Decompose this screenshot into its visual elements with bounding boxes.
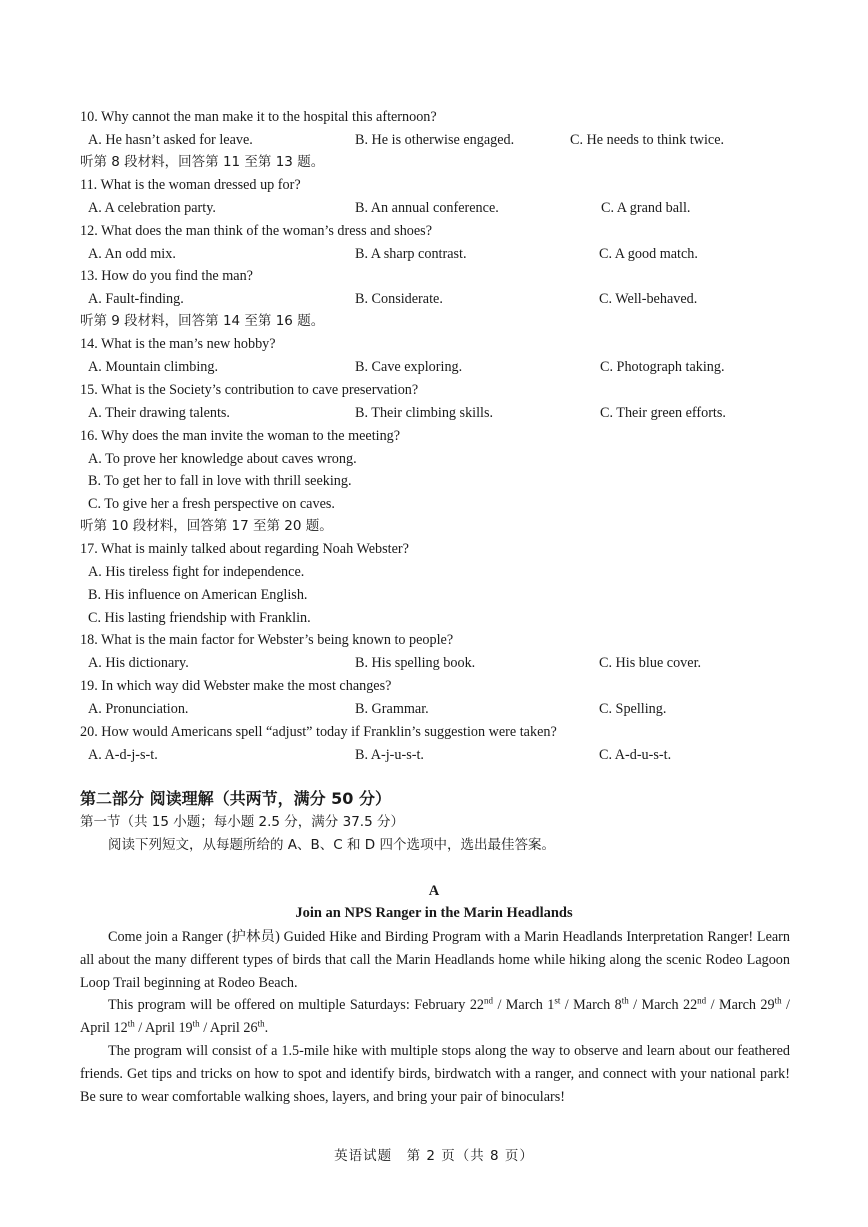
date-item: / April 26th [199, 1018, 265, 1036]
passage-letter: A [428, 883, 440, 899]
option-a: A. An odd mix. [88, 246, 176, 262]
date-item: / March 8th [560, 995, 629, 1013]
question-stem: 19. In which way did Webster make the most changes? [80, 678, 392, 694]
ordinal-suffix: th [257, 1018, 265, 1029]
question-stem: 14. What is the man’s new hobby? [80, 336, 276, 352]
question-stem: 10. Why cannot the man make it to the hospital this afternoon? [80, 109, 437, 125]
ordinal-suffix: th [127, 1018, 135, 1029]
listening-instruction: 听第 8 段材料，回答第 11 至第 13 题。 [80, 154, 325, 170]
date-item: / April 19th [134, 1018, 200, 1036]
question-stem: 16. Why does the man invite the woman to the meeting? [80, 428, 401, 444]
date-item: / March 22nd [628, 995, 707, 1013]
option-a: A. His tireless fight for independence. [88, 564, 305, 580]
option-b: B. An annual conference. [355, 200, 499, 216]
question-stem: 11. What is the woman dressed up for? [80, 177, 301, 193]
option-b: B. Considerate. [355, 291, 443, 307]
option-c: C. He needs to think twice. [570, 132, 725, 148]
ordinal-suffix: st [554, 995, 561, 1006]
question-17 [80, 539, 808, 559]
option-b: B. He is otherwise engaged. [355, 132, 515, 148]
option-b: B. A sharp contrast. [355, 246, 467, 262]
question-stem: 20. How would Americans spell “adjust” today if Franklin’s suggestion were taken? [80, 724, 557, 740]
passage-paragraph-1: Come join a Ranger (护林员) Guided Hike and Birding Program with a Marin Headlands Interpretation Ranger! Learn all about the many different types of birds that call the Marin Headlands home while hiking along the scenic Rodeo Lagoon Loop Trail beginning at Rodeo Beach. [80, 929, 790, 991]
question-13 [80, 266, 808, 286]
option-a: A. A celebration party. [88, 200, 216, 216]
question-19 [80, 676, 808, 696]
option-b: B. His spelling book. [355, 655, 476, 671]
option-a: A. Pronunciation. [88, 701, 189, 717]
question-stem: 18. What is the main factor for Webster’s being known to people? [80, 632, 454, 648]
option-b: B. A-j-u-s-t. [355, 747, 424, 763]
option-b: B. Cave exploring. [355, 359, 463, 375]
ordinal-suffix: th [621, 995, 629, 1006]
option-c: C. Photograph taking. [600, 359, 725, 375]
listening-instruction: 听第 9 段材料，回答第 14 至第 16 题。 [80, 313, 325, 329]
option-a: A. A-d-j-s-t. [88, 747, 158, 763]
listening-instruction: 听第 10 段材料，回答第 17 至第 20 题。 [80, 518, 333, 534]
option-b: B. Grammar. [355, 701, 429, 717]
question-stem: 12. What does the man think of the woman’s dress and shoes? [80, 223, 432, 239]
question-20 [80, 722, 808, 742]
ordinal-suffix: nd [484, 995, 494, 1006]
question-stem: 13. How do you find the man? [80, 268, 253, 284]
question-10 [80, 107, 808, 127]
passage-title: Join an NPS Ranger in the Marin Headlands [295, 905, 573, 921]
option-a: A. His dictionary. [88, 655, 189, 671]
paragraph-2-end: . [264, 1020, 269, 1036]
option-b: B. Their climbing skills. [355, 405, 494, 421]
passage-paragraph-2 [80, 994, 790, 1040]
question-14 [80, 334, 808, 354]
date-item: / March 29th [706, 995, 782, 1013]
part-title: 第二部分 阅读理解（共两节，满分 50 分） [80, 789, 391, 808]
option-b: B. To get her to fall in love with thrill seeking. [88, 473, 352, 489]
option-c: C. A good match. [599, 246, 698, 262]
option-c: C. A grand ball. [601, 200, 691, 216]
date-item: / April 12th [80, 997, 790, 1036]
question-18 [80, 630, 808, 650]
ordinal-suffix: nd [697, 995, 707, 1006]
question-11 [80, 175, 808, 195]
date-item: / March 1st [493, 995, 561, 1013]
option-c: C. Their green efforts. [600, 405, 726, 421]
ordinal-suffix: th [192, 1018, 200, 1029]
option-c: C. His blue cover. [599, 655, 702, 671]
page-footer: 英语试题 第 2 页（共 8 页） [334, 1148, 534, 1164]
question-stem: 15. What is the Society’s contribution to cave preservation? [80, 382, 419, 398]
question-stem: 17. What is mainly talked about regarding Noah Webster? [80, 541, 409, 557]
option-c: C. To give her a fresh perspective on caves. [88, 496, 335, 512]
ordinal-suffix: th [774, 995, 782, 1006]
question-12 [80, 221, 808, 241]
section-direction: 阅读下列短文，从每题所给的 A、B、C 和 D 四个选项中，选出最佳答案。 [108, 837, 555, 853]
option-c: C. A-d-u-s-t. [599, 747, 672, 763]
option-c: C. Spelling. [599, 701, 667, 717]
question-15 [80, 380, 808, 400]
date-item: 22nd [469, 995, 494, 1013]
option-a: A. To prove her knowledge about caves wrong. [88, 451, 357, 467]
option-c: C. Well-behaved. [599, 291, 698, 307]
section-title: 第一节（共 15 小题；每小题 2.5 分，满分 37.5 分） [80, 814, 404, 830]
option-a: A. He hasn’t asked for leave. [88, 132, 253, 148]
question-16 [80, 426, 808, 446]
option-b: B. His influence on American English. [88, 587, 308, 603]
paragraph-2-prefix: This program will be offered on multiple Saturdays: February [108, 997, 470, 1013]
option-a: A. Fault-finding. [88, 291, 184, 307]
option-a: A. Mountain climbing. [88, 359, 219, 375]
option-c: C. His lasting friendship with Franklin. [88, 610, 311, 626]
option-a: A. Their drawing talents. [88, 405, 230, 421]
passage-paragraph-3: The program will consist of a 1.5-mile hike with multiple stops along the way to observe and learn about our feathered friends. Get tips and tricks on how to spot and identify birds, birdwatch with a ranger, and connect with your national park! Be sure to wear comfortable walking shoes, layers, and bring your pair of binoculars! [80, 1043, 790, 1105]
